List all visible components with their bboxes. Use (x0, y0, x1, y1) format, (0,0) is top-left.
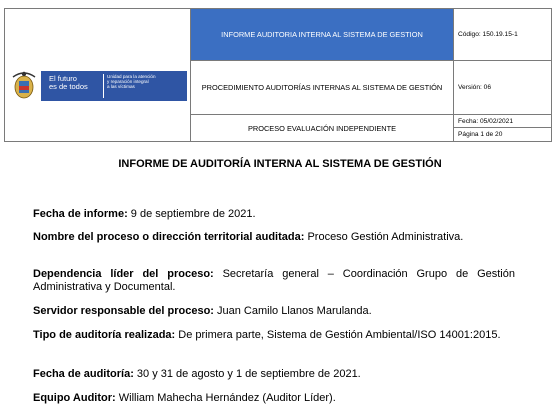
field-audit-type (33, 329, 515, 342)
unit-text (107, 74, 156, 89)
field-value: Proceso Gestión Administrativa. (304, 231, 464, 243)
document-date: Fecha: 05/02/2021 (454, 115, 552, 128)
field-audit-team (33, 392, 515, 405)
field-lead-dependency (33, 268, 515, 294)
page-counter: Página 1 de 20 (458, 131, 503, 138)
field-label: Equipo Auditor: (33, 392, 116, 404)
brand-text (49, 75, 88, 91)
field-value: William Mahecha Hernández (Auditor Líder). (115, 392, 336, 404)
logo-divider (103, 74, 104, 98)
title-cell (191, 9, 453, 141)
unit-line-3: a las víctimas (107, 84, 135, 89)
field-label: Nombre del proceso o dirección territorial auditada: (33, 231, 305, 243)
document-header-table (4, 8, 552, 142)
report-title: INFORME AUDITORIA INTERNA AL SISTEMA DE GESTION (191, 9, 453, 61)
unit-line-1: Unidad para la atención (107, 74, 156, 79)
field-audit-date (33, 368, 515, 381)
coat-of-arms-icon (9, 69, 39, 103)
field-value: 30 y 31 de agosto y 1 de septiembre de 2021. (133, 368, 361, 380)
field-label: Tipo de auditoría realizada: (33, 329, 176, 341)
institution-logo (9, 69, 187, 103)
field-value: De primera parte, Sistema de Gestión Ambiental/ISO 14001:2015. (175, 329, 501, 341)
field-label: Fecha de informe: (33, 208, 128, 220)
page-title: INFORME DE AUDITORÍA INTERNA AL SISTEMA DE GESTIÓN (118, 158, 442, 170)
unit-line-2: y reparación integral (107, 79, 149, 84)
process-name: PROCESO EVALUACIÓN INDEPENDIENTE (247, 123, 397, 133)
procedure-name: PROCEDIMIENTO AUDITORÍAS INTERNAS AL SISTEMA DE GESTIÓN (191, 61, 453, 115)
field-label: Dependencia líder del proceso: (33, 268, 214, 280)
field-label: Fecha de auditoría: (33, 368, 134, 380)
field-report-date (33, 208, 515, 221)
document-code: Código: 150.19.15-1 (454, 9, 552, 61)
document-version: Versión: 06 (454, 61, 552, 115)
field-responsible-officer (33, 305, 515, 318)
field-value: Juan Camilo Llanos Marulanda. (213, 305, 372, 317)
brand-line-1: El futuro (49, 74, 77, 83)
logo-cell (5, 9, 191, 141)
logo-band (41, 71, 187, 101)
field-audited-process (33, 231, 515, 244)
meta-cell (453, 9, 551, 141)
field-value: Secretaría general – Coordinación Grupo de Gestión Administrativa y Documental. (33, 268, 515, 293)
field-label: Servidor responsable del proceso: (33, 305, 214, 317)
brand-line-2: es de todos (49, 82, 88, 91)
field-value: 9 de septiembre de 2021. (127, 208, 256, 220)
